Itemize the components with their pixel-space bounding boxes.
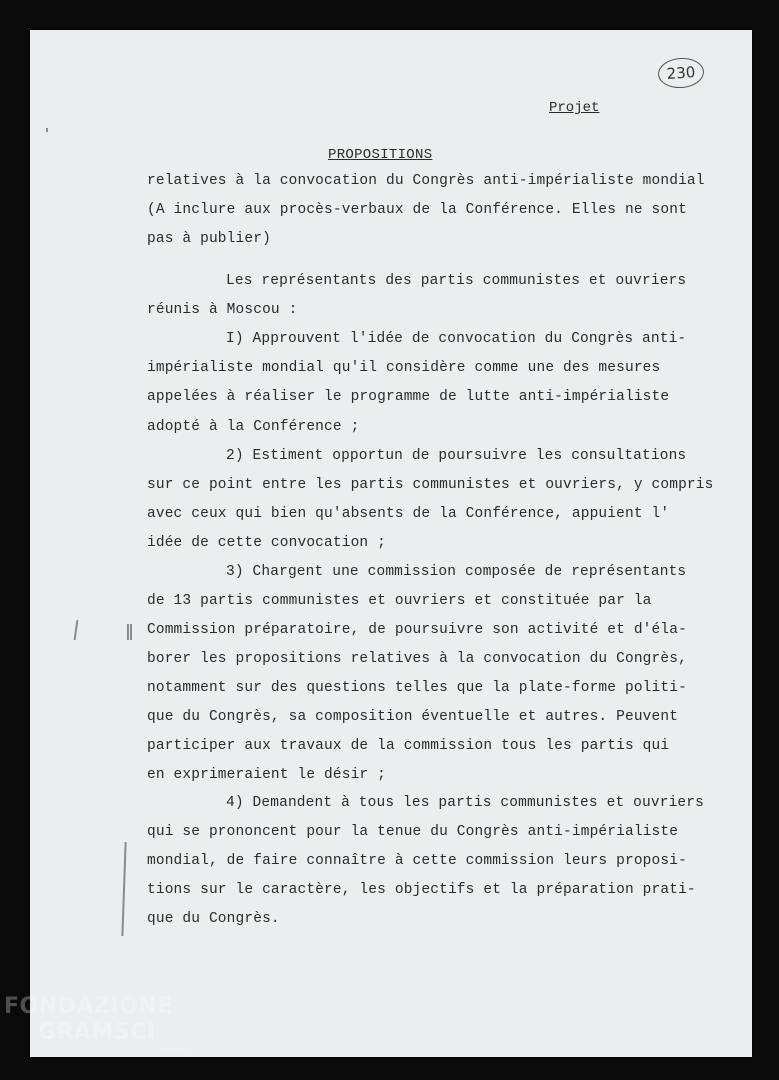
pencil-mark <box>130 624 132 640</box>
text-line: sur ce point entre les partis communistes et ouvriers, y compris <box>147 477 714 493</box>
text-line: 4) Demandent à tous les partis communistes et ouvriers <box>226 795 704 811</box>
text-line: participer aux travaux de la commission tous les partis qui <box>147 738 670 754</box>
pencil-dot <box>46 128 48 132</box>
text-line: mondial, de faire connaître à cette commission leurs proposi- <box>147 853 687 869</box>
text-line: impérialiste mondial qu'il considère comme une des mesures <box>147 360 661 376</box>
text-line: en exprimeraient le désir ; <box>147 767 386 783</box>
page-number-circled: 230 <box>657 56 705 89</box>
text-line: Les représentants des partis communistes et ouvriers <box>226 273 687 289</box>
text-line: pas à publier) <box>147 231 271 247</box>
text-line: (A inclure aux procès-verbaux de la Conférence. Elles ne sont <box>147 202 687 218</box>
watermark-line-1: FONDAZIONE <box>4 994 173 1019</box>
pencil-mark <box>127 624 129 640</box>
watermark-line-3: onlus <box>160 1046 187 1056</box>
text-line: appelées à réaliser le programme de lutte anti-impérialiste <box>147 389 670 405</box>
text-line: idée de cette convocation ; <box>147 535 386 551</box>
text-line: borer les propositions relatives à la convocation du Congrès, <box>147 651 687 667</box>
text-line: 3) Chargent une commission composée de représentants <box>226 564 687 580</box>
document-page <box>30 30 752 1057</box>
document-title: PROPOSITIONS <box>328 147 433 163</box>
text-line: qui se prononcent pour la tenue du Congrès anti-impérialiste <box>147 824 679 840</box>
text-line: I) Approuvent l'idée de convocation du Congrès anti- <box>226 331 687 347</box>
text-line: Commission préparatoire, de poursuivre son activité et d'éla- <box>147 622 687 638</box>
text-line: adopté à la Conférence ; <box>147 419 360 435</box>
pencil-mark <box>74 620 78 640</box>
watermark-line-2: GRAMSCI <box>38 1020 156 1045</box>
text-line: que du Congrès. <box>147 911 280 927</box>
text-line: réunis à Moscou : <box>147 302 298 318</box>
pencil-bracket-line <box>121 842 126 936</box>
text-line: notamment sur des questions telles que la plate-forme politi- <box>147 680 687 696</box>
text-line: 2) Estiment opportun de poursuivre les consultations <box>226 448 687 464</box>
archive-watermark <box>4 994 187 1056</box>
text-line: avec ceux qui bien qu'absents de la Conférence, appuient l' <box>147 506 670 522</box>
text-line: de 13 partis communistes et ouvriers et constituée par la <box>147 593 652 609</box>
text-line: relatives à la convocation du Congrès anti-impérialiste mondial <box>147 173 705 189</box>
text-line: tions sur le caractère, les objectifs et la préparation prati- <box>147 882 696 898</box>
text-line: que du Congrès, sa composition éventuelle et autres. Peuvent <box>147 709 679 725</box>
projet-label: Projet <box>549 100 600 116</box>
